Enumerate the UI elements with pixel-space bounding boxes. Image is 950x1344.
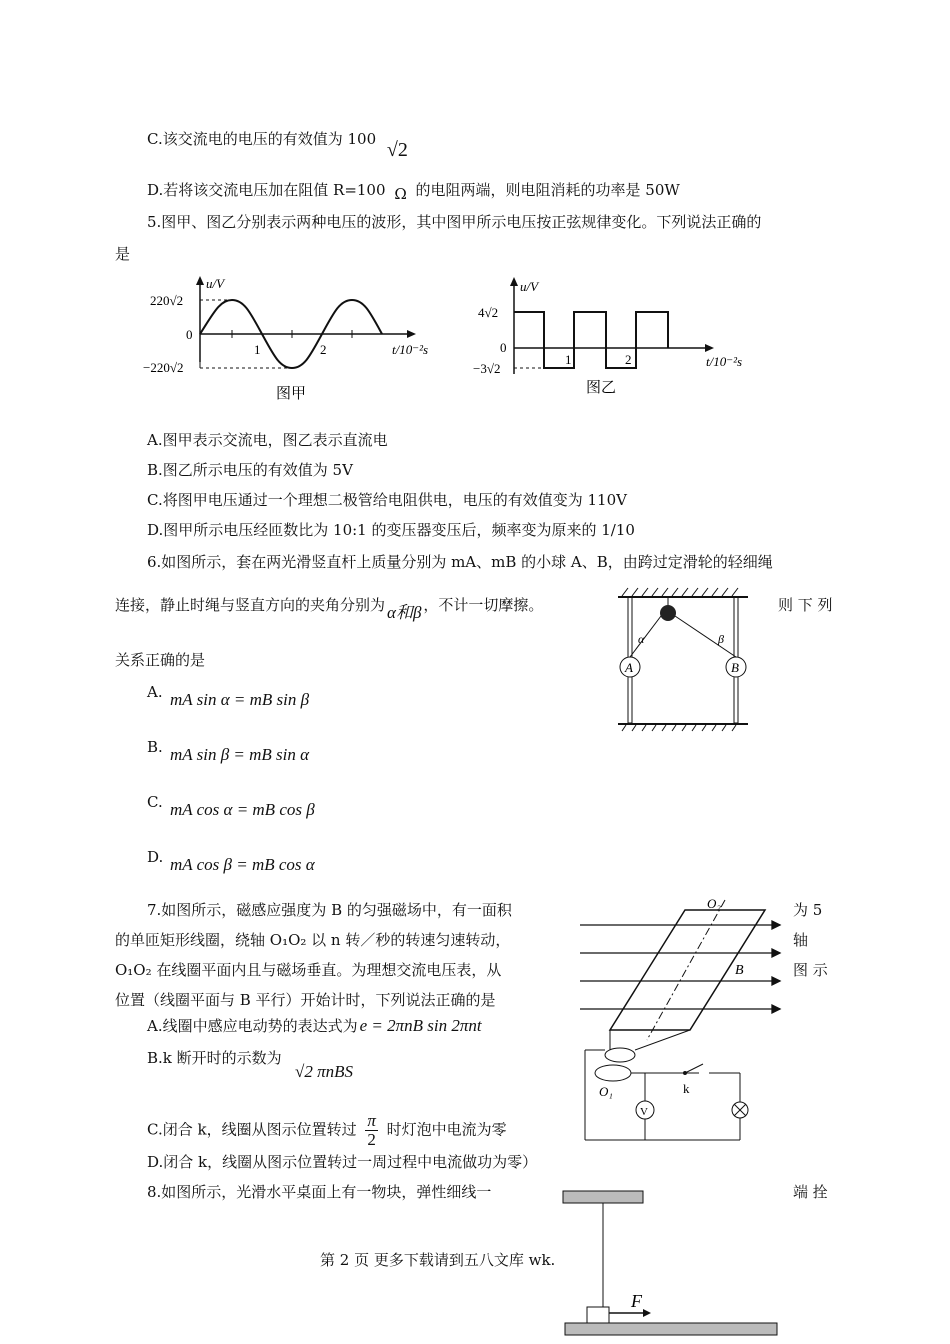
sqrt-two: √2 [386, 139, 408, 161]
figure-yi-square-wave [470, 272, 760, 407]
q7-line3: O₁O₂ 在线圈平面内且与磁场垂直。为理想交流电压表，从 [115, 961, 502, 979]
q6-option-d-label: D. [147, 848, 164, 866]
fig-yi-zero: 0 [500, 340, 507, 355]
fig-yi-ymin: −3√2 [473, 361, 501, 376]
q7-line1-right: 为 5 [793, 901, 823, 919]
q6-option-c-label: C. [147, 793, 163, 811]
figure-pulley-rods [612, 585, 752, 735]
q7-option-d: D.闭合 k，线圈从图示位置转过一周过程中电流做功为零） [147, 1153, 538, 1171]
fig-jia-tick1: 1 [254, 342, 261, 357]
q7-line1: 7.如图所示，磁感应强度为 B 的匀强磁场中，有一面积 [147, 901, 512, 919]
fig-jia-tick2: 2 [320, 342, 327, 357]
fig-yi-tick2: 2 [625, 352, 632, 367]
o2-label: O₂ [707, 896, 721, 911]
q7-line2: 的单匝矩形线圈，绕轴 O₁O₂ 以 n 转／秒的转速匀速转动， [115, 931, 511, 949]
voltmeter-label: V [640, 1106, 648, 1118]
q7-option-b-text: B.k 断开时的示数为 [147, 1049, 282, 1067]
fig-yi-caption: 图乙 [586, 380, 617, 396]
fig-jia-ylabel: u/V [206, 276, 225, 291]
q6-stem-line1: 6.如图所示，套在两光滑竖直杆上质量分别为 mA、mB 的小球 A、B，由跨过定滑轮的轻细绳 [147, 553, 773, 571]
q6-option-d-formula: mA cos β = mB cos α [170, 855, 315, 874]
fig-jia-zero: 0 [186, 327, 193, 342]
figure-rotating-coil [575, 890, 790, 1150]
page-footer: 第 2 页 更多下载请到五八文库 wk. [320, 1251, 556, 1269]
q7-option-c: C.闭合 k，线圈从图示位置转过 $\frac{\pi}{2}$ 时灯泡中电流为零 [147, 1111, 507, 1149]
switch-k-label: k [683, 1081, 690, 1096]
q5-stem-line2: 是 [115, 245, 131, 263]
q6-stem-line3: 关系正确的是 [115, 651, 206, 669]
q4-option-c: C.该交流电的电压的有效值为 100 √2 [147, 130, 408, 161]
o1-label: O₁ [599, 1084, 613, 1099]
q6-option-c-formula: mA cos α = mB cos β [170, 800, 315, 819]
fig-yi-xlabel: t/10⁻²s [706, 354, 743, 369]
force-f-label: F [631, 1291, 642, 1311]
q7-a-formula: e = 2πnB sin 2πnt [359, 1016, 482, 1035]
q6-stem-line2: 连接，静止时绳与竖直方向的夹角分别为 α和β ，不计一切摩擦。 [115, 596, 544, 622]
fig-jia-xlabel: t/10⁻²s [392, 342, 429, 357]
q7-option-a: A.线圈中感应电动势的表达式为 e = 2πnB sin 2πnt [147, 1016, 482, 1035]
q5-option-b: B.图乙所示电压的有效值为 5V [147, 461, 353, 479]
fig-jia-ymax: 220√2 [150, 293, 184, 308]
alpha-label: α [638, 632, 645, 646]
figure-jia-sine-wave [140, 272, 460, 407]
q5-option-a: A.图甲表示交流电，图乙表示直流电 [147, 431, 388, 449]
ball-a-label: A [625, 660, 633, 675]
fig-jia-caption: 图甲 [276, 386, 307, 402]
alpha-beta: α和β [387, 603, 422, 622]
q7-option-b-formula: √2 πnBS [295, 1062, 353, 1081]
fig-yi-ylabel: u/V [520, 279, 539, 294]
q6-option-b-label: B. [147, 738, 163, 756]
q8-line1-right: 端 拴 [793, 1183, 828, 1201]
q6-option-a-formula: mA sin α = mB sin β [170, 690, 310, 709]
q8-line1: 8.如图所示，光滑水平桌面上有一物块，弹性细线一 [147, 1183, 492, 1201]
fig-yi-tick1: 1 [565, 352, 572, 367]
b-label: B [735, 963, 744, 978]
q7-line4: 位置（线圈平面与 B 平行）开始计时，下列说法正确的是 [115, 991, 496, 1009]
beta-label: β [718, 632, 724, 646]
figure-block-string [555, 1185, 785, 1340]
fig-jia-ymin: −220√2 [143, 360, 184, 375]
q5-stem-line1: 5.图甲、图乙分别表示两种电压的波形，其中图甲所示电压按正弦规律变化。下列说法正确的 [147, 213, 762, 231]
q7-line3-right: 图 示 [793, 961, 828, 979]
fraction-pi-over-2: $\frac{\pi}{2}$ [367, 1111, 376, 1149]
ohm-symbol: Ω [394, 185, 407, 203]
q6-stem-line2-right: 则 下 列 [778, 596, 833, 614]
ball-b-label: B [731, 660, 739, 675]
q4-option-d: D.若将该交流电压加在阻值 R=100 Ω 的电阻两端，则电阻消耗的功率是 50W [147, 181, 680, 203]
q7-line2-right: 轴 [793, 931, 809, 949]
q5-option-d: D.图甲所示电压经匝数比为 10:1 的变压器变压后，频率变为原来的 1/10 [147, 521, 635, 539]
q5-option-c: C.将图甲电压通过一个理想二极管给电阻供电，电压的有效值变为 110V [147, 491, 627, 509]
q6-option-b-formula: mA sin β = mB sin α [170, 745, 310, 764]
q6-option-a-label: A. [147, 683, 163, 701]
fig-yi-ymax: 4√2 [478, 305, 499, 320]
